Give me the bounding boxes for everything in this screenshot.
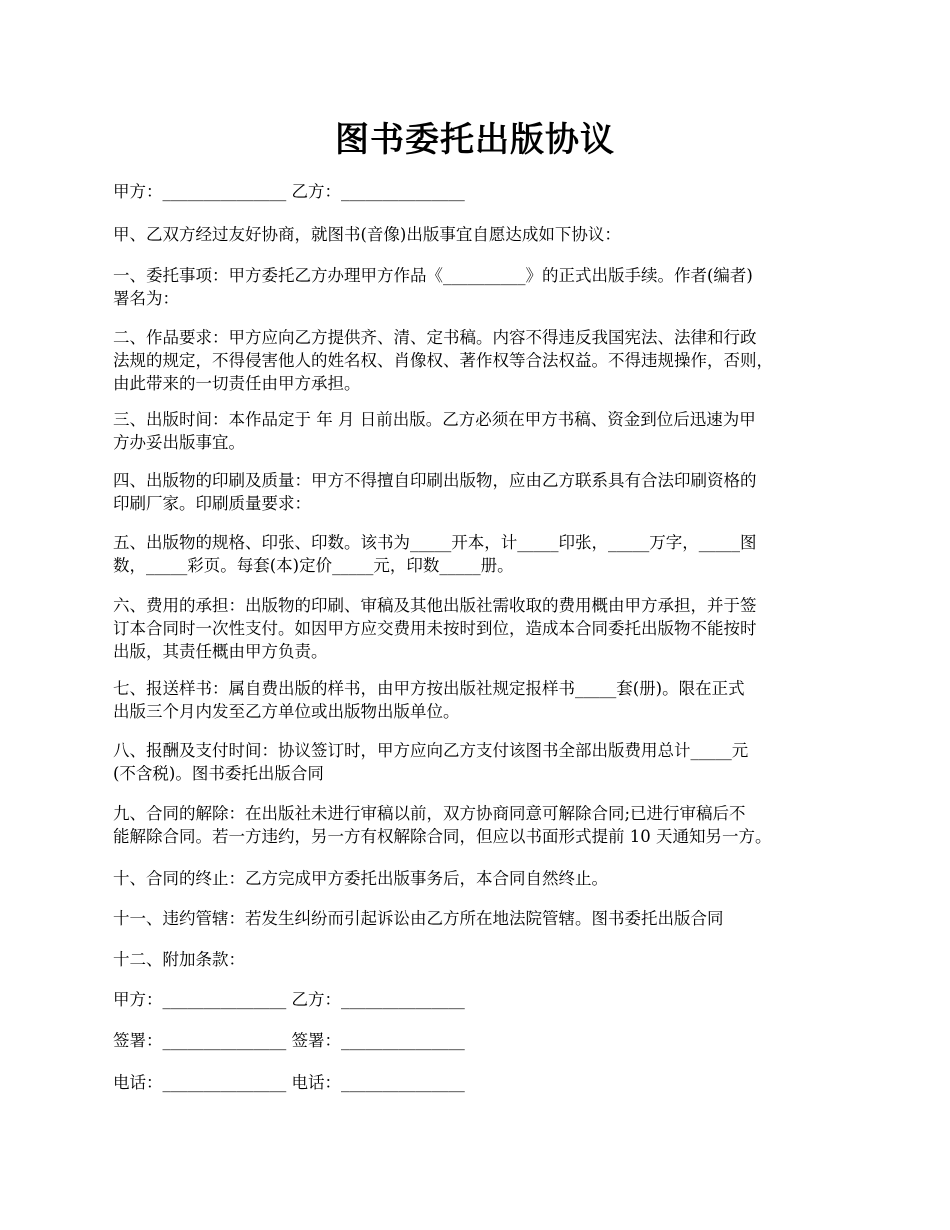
clause-9: 九、合同的解除：在出版社未进行审稿以前，双方协商同意可解除合同;已进行审稿后不 能解除合同。若一方违约，另一方有权解除合同，但应以书面形式提前 10 天通知另一方。 xyxy=(113,804,772,846)
sign-party-line: 甲方：_______________ 乙方：_______________ xyxy=(113,990,465,1009)
party-line: 甲方：_______________ 乙方：_______________ xyxy=(113,182,465,201)
clause-6: 六、费用的承担：出版物的印刷、审稿及其他出版社需收取的费用概由甲方承担，并于签 订本合同时一次性支付。如因甲方应交费用未按时到位，造成本合同委托出版物不能按时 出版，其责任概由甲方负责。 xyxy=(113,596,757,661)
clause-3: 三、出版时间：本作品定于 年 月 日前出版。乙方必须在甲方书稿、资金到位后迅速为甲 方办妥出版事宜。 xyxy=(113,410,756,452)
clause-7: 七、报送样书：属自费出版的样书，由甲方按出版社规定报样书_____套(册)。限在正式 出版三个月内发至乙方单位或出版物出版单位。 xyxy=(113,679,745,721)
clause-2: 二、作品要求：甲方应向乙方提供齐、清、定书稿。内容不得违反我国宪法、法律和行政 法规的规定，不得侵害他人的姓名权、肖像权、著作权等合法权益。不得违规操作，否则， 由此带来的一切责任由甲方承担。 xyxy=(113,328,773,393)
clause-8: 八、报酬及支付时间：协议签订时，甲方应向乙方支付该图书全部出版费用总计_____元 (不含税)。图书委托出版合同 xyxy=(113,741,749,783)
clause-1: 一、委托事项：甲方委托乙方办理甲方作品《__________》的正式出版手续。作者(编者) 署名为： xyxy=(113,266,753,308)
document-title: 图书委托出版协议 xyxy=(335,120,615,160)
intro-paragraph: 甲、乙双方经过友好协商，就图书(音像)出版事宜自愿达成如下协议： xyxy=(113,225,621,244)
clause-4: 四、出版物的印刷及质量：甲方不得擅自印刷出版物，应由乙方联系具有合法印刷资格的 印刷厂家。印刷质量要求： xyxy=(113,471,757,513)
clause-5: 五、出版物的规格、印张、印数。该书为_____开本，计_____印张，_____万字，_____图 数，_____彩页。每套(本)定价_____元，印数_____册。 xyxy=(113,533,757,575)
sign-signature-line: 签署：_______________ 签署：_______________ xyxy=(113,1031,465,1050)
clause-11: 十一、违约管辖：若发生纠纷而引起诉讼由乙方所在地法院管辖。图书委托出版合同 xyxy=(113,909,724,928)
sign-phone-line: 电话：_______________ 电话：_______________ xyxy=(113,1073,465,1092)
clause-10: 十、合同的终止：乙方完成甲方委托出版事务后，本合同自然终止。 xyxy=(113,869,608,888)
clause-12: 十二、附加条款： xyxy=(113,950,245,969)
